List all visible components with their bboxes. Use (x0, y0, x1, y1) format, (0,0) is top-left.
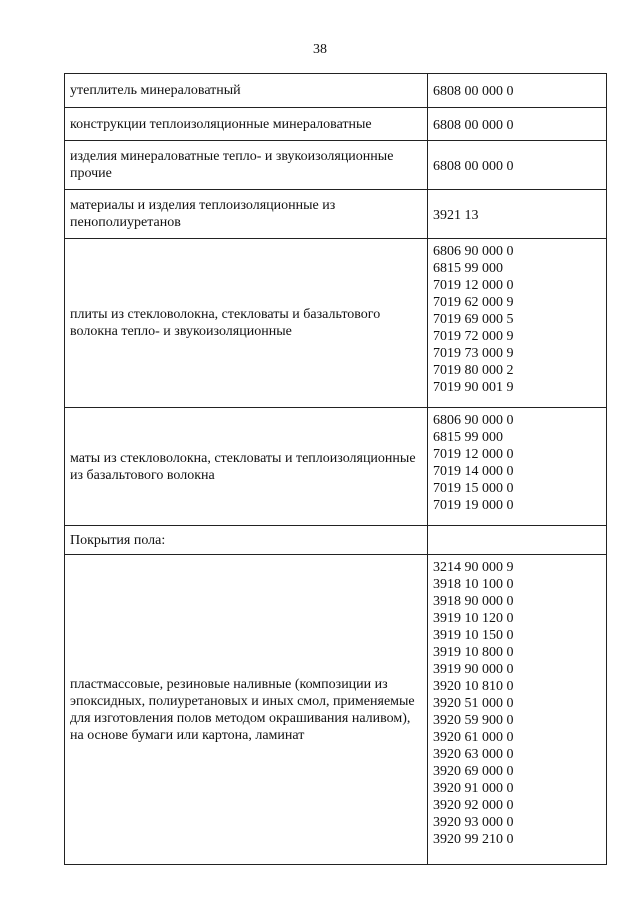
product-name: маты из стекловолокна, стекловаты и теплоизоляционные из базальтового волокна (65, 408, 428, 526)
code-line: 3920 10 810 0 (433, 679, 514, 694)
code-line: 3919 10 800 0 (433, 645, 514, 660)
code-line: 3920 99 210 0 (433, 832, 514, 847)
code-line: 6808 00 000 0 (433, 158, 514, 174)
code-line: 3918 10 100 0 (433, 577, 514, 592)
code-line: 7019 12 000 0 (433, 278, 514, 293)
code-line: 7019 73 000 9 (433, 346, 514, 361)
code-line: 3920 92 000 0 (433, 798, 514, 813)
code-line: 7019 14 000 0 (433, 464, 514, 479)
code-line: 3920 59 900 0 (433, 713, 514, 728)
page-number: 38 (313, 42, 327, 57)
product-codes (428, 141, 607, 190)
section-heading: Покрытия пола: (65, 526, 428, 555)
code-line: 7019 72 000 9 (433, 329, 514, 344)
code-line: 6815 99 000 (433, 261, 503, 276)
code-line: 3918 90 000 0 (433, 594, 514, 609)
code-line: 3920 51 000 0 (433, 696, 514, 711)
code-line: 3921 13 (433, 207, 479, 223)
product-name: плиты из стекловолокна, стекловаты и базальтового волокна тепло- и звукоизоляционные (65, 239, 428, 408)
code-line: 7019 90 001 9 (433, 380, 514, 395)
table-row (65, 239, 607, 408)
product-name: изделия минераловатные тепло- и звукоизоляционные прочие (65, 141, 428, 190)
table-row (65, 190, 607, 239)
product-codes (428, 526, 607, 555)
product-name: конструкции теплоизоляционные минераловатные (65, 108, 428, 141)
product-codes (428, 408, 607, 526)
code-line: 3919 90 000 0 (433, 662, 514, 677)
product-codes (428, 74, 607, 108)
code-line: 3920 91 000 0 (433, 781, 514, 796)
table-row (65, 108, 607, 141)
product-codes (428, 190, 607, 239)
product-code-table (64, 73, 607, 865)
product-name: пластмассовые, резиновые наливные (композиции из эпоксидных, полиуретановых и иных смол, применяемые для изготовления полов методом окрашивания наливом), на основе бумаги или картона, ламинат (65, 555, 428, 865)
code-line: 3214 90 000 9 (433, 560, 514, 575)
product-name: утеплитель минераловатный (65, 74, 428, 108)
table-row (65, 555, 607, 865)
table-row (65, 408, 607, 526)
code-line: 7019 19 000 0 (433, 498, 514, 513)
table-row (65, 141, 607, 190)
code-line: 6815 99 000 (433, 430, 503, 445)
code-line: 3919 10 150 0 (433, 628, 514, 643)
code-line: 6808 00 000 0 (433, 84, 514, 99)
code-line: 3919 10 120 0 (433, 611, 514, 626)
code-line: 7019 15 000 0 (433, 481, 514, 496)
code-line: 7019 62 000 9 (433, 295, 514, 310)
code-line: 3920 69 000 0 (433, 764, 514, 779)
code-line: 7019 80 000 2 (433, 363, 514, 378)
code-line: 3920 63 000 0 (433, 747, 514, 762)
code-line: 6806 90 000 0 (433, 244, 514, 259)
product-name: материалы и изделия теплоизоляционные из пенополиуретанов (65, 190, 428, 239)
product-codes (428, 108, 607, 141)
code-line: 7019 12 000 0 (433, 447, 514, 462)
code-line: 3920 93 000 0 (433, 815, 514, 830)
product-codes (428, 239, 607, 408)
code-line: 6808 00 000 0 (433, 117, 514, 133)
table-row (65, 526, 607, 555)
code-line: 6806 90 000 0 (433, 413, 514, 428)
code-line: 3920 61 000 0 (433, 730, 514, 745)
product-codes (428, 555, 607, 865)
code-line: 7019 69 000 5 (433, 312, 514, 327)
table-row (65, 74, 607, 108)
